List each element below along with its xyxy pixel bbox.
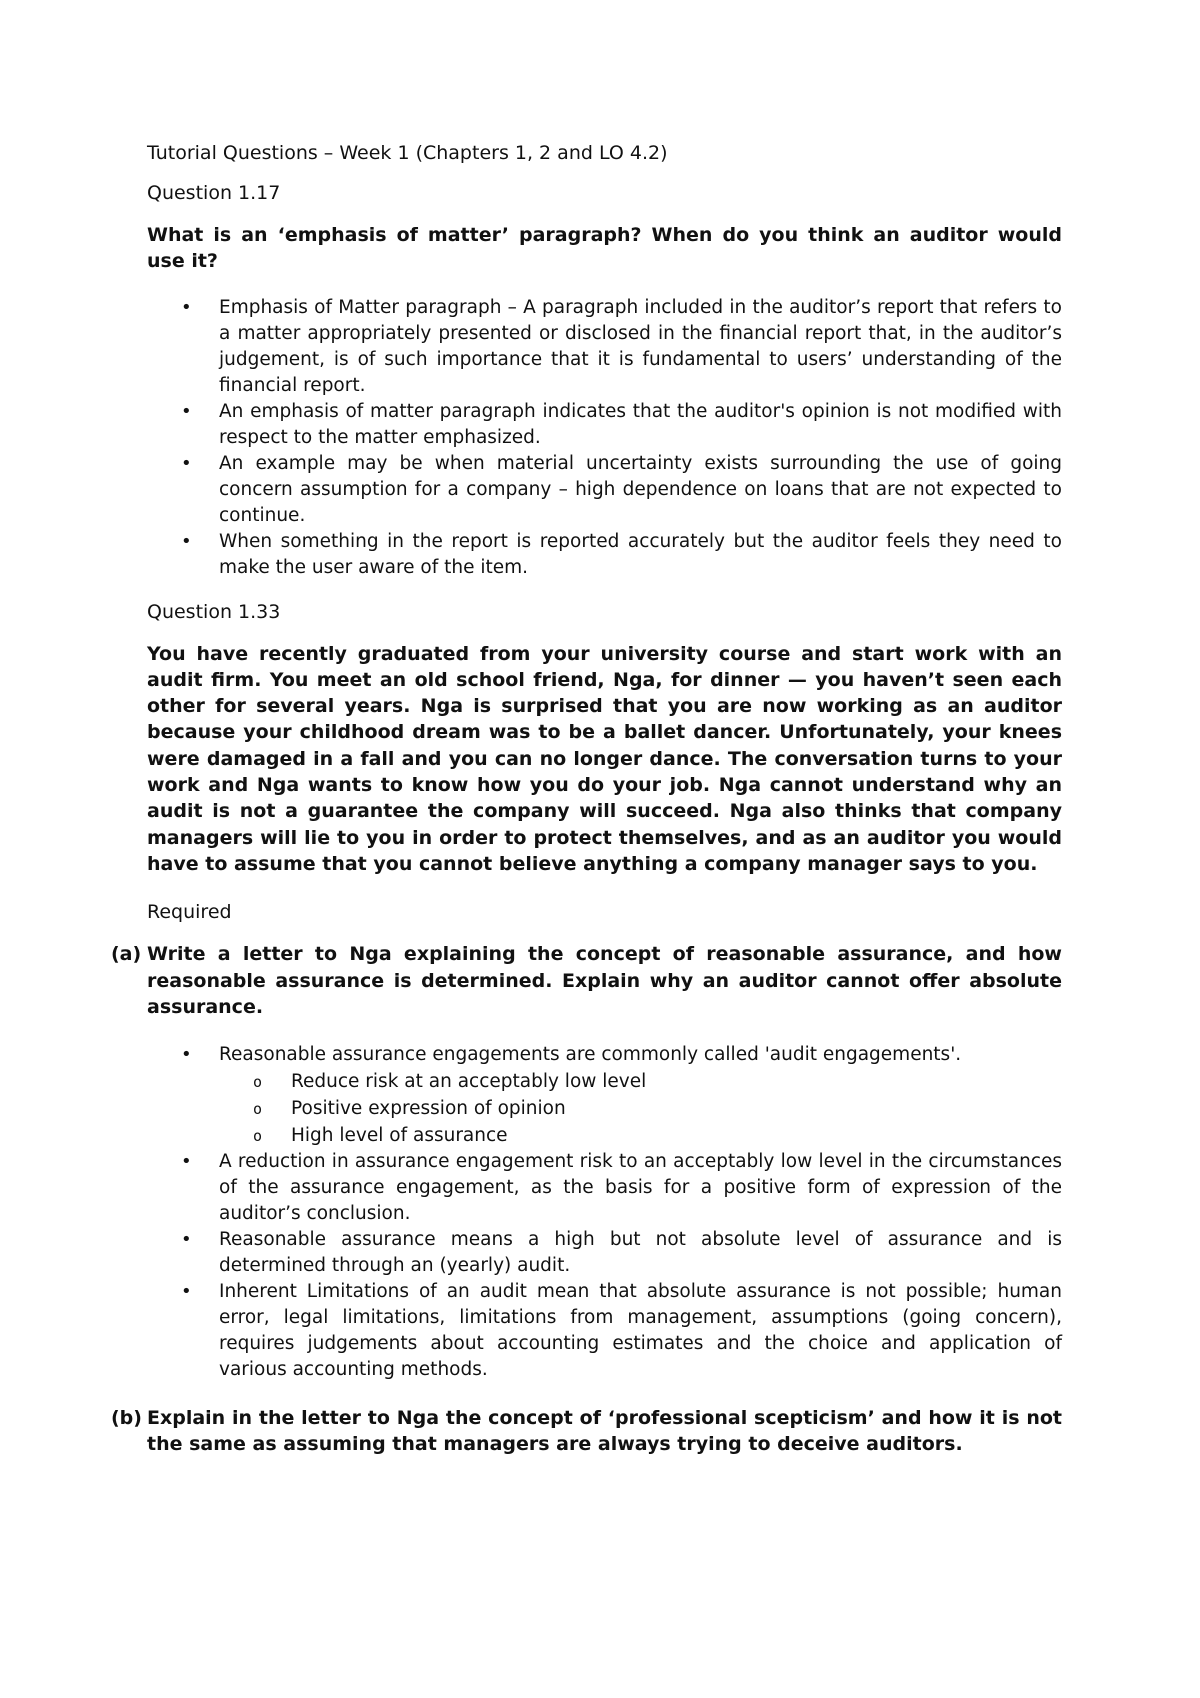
list-item: • Inherent Limitations of an audit mean that absolute assurance is not possible; human error, legal limitations, limitations from management, assumptions (going concern), requires judgements about accounting estimates and the choice and application of various accounting methods. [219,1279,1062,1383]
list-item: • An example may be when material uncertainty exists surrounding the use of going concern assumption for a company – high dependence on loans that are not expected to continue. [219,451,1062,529]
list-item: • Reasonable assurance means a high but not absolute level of assurance and is determined through an (yearly) audit. [219,1227,1062,1279]
sub-list-item: o High level of assurance [291,1122,1062,1149]
part-a-question [111,941,1062,1020]
sub-list [219,1068,1062,1149]
question-1-33-heading: Question 1.33 [147,600,281,623]
list-item [219,1042,1062,1149]
sub-list-item: o Positive expression of opinion [291,1095,1062,1122]
question-1-17-heading: Question 1.17 [147,182,281,204]
part-b-label: (b) [111,1407,142,1430]
document-title: Tutorial Questions – Week 1 (Chapters 1, 2 and LO 4.2) [147,142,668,164]
part-b-text: Explain in the letter to Nga the concept of ‘professional scepticism’ and how it is not the same as assuming that managers are always trying to deceive auditors. [147,1407,1062,1456]
part-b-question [111,1405,1062,1458]
list-item: • Emphasis of Matter paragraph – A paragraph included in the auditor’s report that refers to a matter appropriately presented or disclosed in the financial report that, in the auditor’s judgement, is of such importance that it is fundamental to users’ understanding of the financial report. [219,295,1062,399]
part-a-label: (a) [111,943,142,966]
list-item: • An emphasis of matter paragraph indicates that the auditor's opinion is not modified with respect to the matter emphasized. [219,399,1062,451]
list-item: • A reduction in assurance engagement risk to an acceptably low level in the circumstances of the assurance engagement, as the basis for a positive form of expression of the auditor’s conclusion. [219,1149,1062,1227]
question-1-33-scenario: You have recently graduated from your university course and start work with an audit firm. You meet an old school friend, Nga, for dinner — you haven’t seen each other for several years. Nga is surprised that you are now working as an auditor because your childhood dream was to be a ballet dancer. Unfortunately, your knees were damaged in a fall and you can no longer dance. The conversation turns to your work and Nga wants to know how you do your job. Nga cannot understand why an audit is not a guarantee the company will succeed. Nga also thinks that company managers will lie to you in order to protect themselves, and as an auditor you would have to assume that you cannot believe anything a company manager says to you. [147,642,1062,875]
question-1-17-answer-list [147,295,1062,581]
part-a-text: Write a letter to Nga explaining the concept of reasonable assurance, and how reasonable assurance is determined. Explain why an auditor cannot offer absolute assurance. [147,943,1062,1018]
part-a-answer-list [147,1042,1062,1383]
list-item-text: Reasonable assurance engagements are commonly called 'audit engagements'. [219,1044,962,1066]
question-1-17-text: What is an ‘emphasis of matter’ paragraph? When do you think an auditor would use it? [147,224,1062,273]
required-heading: Required [147,901,232,924]
list-item: • When something in the report is reported accurately but the auditor feels they need to make the user aware of the item. [219,529,1062,581]
sub-list-item: o Reduce risk at an acceptably low level [291,1068,1062,1095]
